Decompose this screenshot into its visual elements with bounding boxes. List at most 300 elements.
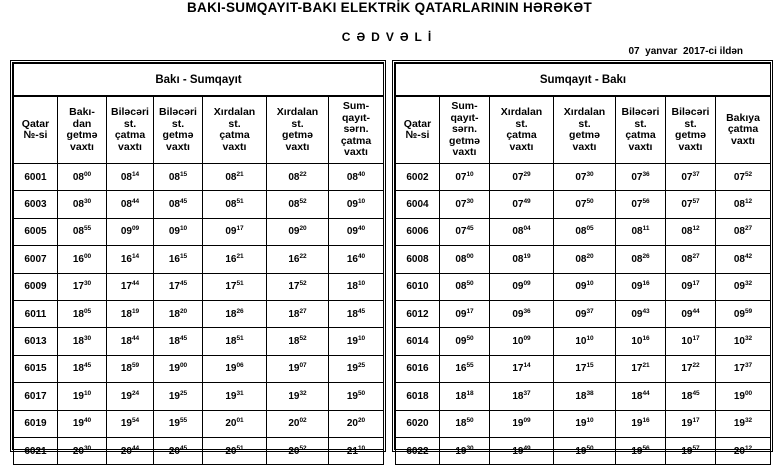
time-cell	[554, 164, 616, 191]
table-row	[396, 383, 771, 410]
time-hour: 20	[225, 418, 237, 430]
time-hour: 18	[288, 336, 300, 348]
table-row	[14, 437, 384, 464]
time-minute: 17	[692, 417, 700, 425]
train-number: 6008	[396, 246, 440, 273]
train-number: 6007	[14, 246, 58, 273]
time-hour: 08	[512, 253, 524, 265]
time-hour: 09	[681, 308, 693, 320]
time-cell	[267, 437, 329, 464]
table-row	[14, 218, 384, 245]
time-cell	[203, 437, 267, 464]
page-subtitle: CƏDVƏLİ	[341, 30, 438, 44]
train-number: 6014	[396, 328, 440, 355]
time-hour: 10	[733, 336, 745, 348]
time-hour: 08	[733, 226, 745, 238]
time-hour: 19	[575, 418, 587, 430]
time-minute: 45	[179, 335, 188, 343]
train-number: 6021	[14, 437, 58, 464]
time-cell	[203, 355, 267, 382]
time-hour: 09	[346, 226, 358, 238]
time-hour: 07	[631, 171, 643, 183]
time-minute: 52	[299, 335, 307, 343]
time-hour: 08	[120, 199, 132, 211]
time-hour: 09	[631, 308, 643, 320]
time-minute: 21	[642, 362, 650, 370]
time-minute: 21	[236, 170, 244, 178]
time-cell	[666, 437, 716, 464]
time-cell	[440, 328, 490, 355]
time-cell	[490, 410, 554, 437]
time-cell	[154, 218, 203, 245]
time-minute: 31	[236, 389, 244, 397]
column-header-line: qayıt-	[341, 111, 370, 124]
column-header-line: çatma	[506, 129, 537, 141]
time-cell	[554, 437, 616, 464]
time-hour: 16	[72, 253, 84, 265]
time-minute: 00	[179, 362, 188, 370]
column-header-line: dan	[72, 117, 92, 130]
time-cell	[267, 191, 329, 218]
time-cell	[716, 410, 771, 437]
time-cell	[490, 191, 554, 218]
column-header-line: Qatar	[403, 117, 432, 130]
time-hour: 08	[346, 171, 358, 183]
time-minute: 00	[83, 252, 92, 260]
time-minute: 30	[466, 444, 474, 452]
time-minute: 51	[236, 280, 244, 288]
time-minute: 27	[744, 225, 753, 233]
time-cell	[616, 246, 666, 273]
time-cell	[666, 383, 716, 410]
time-minute: 14	[523, 362, 531, 370]
time-minute: 00	[744, 389, 753, 397]
time-minute: 32	[744, 417, 753, 425]
time-hour: 08	[512, 226, 524, 238]
time-cell	[666, 273, 716, 300]
time-minute: 26	[236, 307, 244, 315]
time-minute: 50	[466, 417, 474, 425]
time-hour: 19	[120, 390, 132, 402]
time-minute: 52	[299, 280, 307, 288]
time-cell	[716, 191, 771, 218]
time-minute: 36	[523, 307, 531, 315]
train-number: 6002	[396, 164, 440, 191]
time-minute: 40	[357, 170, 366, 178]
time-hour: 08	[168, 171, 180, 183]
table-row	[14, 164, 384, 191]
time-hour: 16	[455, 363, 467, 375]
time-hour: 19	[288, 363, 300, 375]
table-row	[396, 191, 771, 218]
time-hour: 19	[681, 418, 693, 430]
time-cell	[154, 355, 203, 382]
time-minute: 59	[131, 362, 140, 370]
time-hour: 09	[455, 308, 467, 320]
time-cell	[107, 355, 154, 382]
time-minute: 57	[692, 444, 700, 452]
time-cell	[58, 383, 107, 410]
time-minute: 59	[744, 307, 753, 315]
time-minute: 19	[131, 307, 140, 315]
time-minute: 01	[236, 417, 244, 425]
time-minute: 51	[236, 335, 244, 343]
time-minute: 50	[586, 198, 594, 206]
time-cell	[490, 273, 554, 300]
column-header-line: vaxtı	[70, 140, 94, 153]
time-hour: 17	[72, 281, 84, 293]
time-cell	[203, 191, 267, 218]
time-cell	[666, 164, 716, 191]
time-hour: 19	[168, 418, 180, 430]
time-hour: 21	[346, 445, 358, 457]
column-header-line: st.	[228, 117, 241, 130]
time-minute: 30	[83, 444, 92, 452]
train-number: 6003	[14, 191, 58, 218]
time-hour: 10	[575, 336, 587, 348]
time-cell	[554, 218, 616, 245]
time-minute: 52	[744, 170, 753, 178]
table-row	[396, 355, 771, 382]
column-header-line: çatma	[727, 123, 759, 136]
column-header-line: vaxtı	[166, 140, 190, 153]
time-hour: 17	[225, 281, 237, 293]
sumqayit-baki-table	[395, 63, 771, 465]
time-hour: 20	[346, 418, 358, 430]
time-cell	[616, 328, 666, 355]
time-hour: 20	[288, 445, 300, 457]
time-cell	[329, 273, 384, 300]
time-minute: 17	[692, 280, 700, 288]
time-hour: 08	[225, 171, 237, 183]
column-header-line: Biləcəri	[621, 106, 660, 118]
time-minute: 19	[523, 252, 531, 260]
time-hour: 16	[346, 253, 358, 265]
time-hour: 08	[681, 253, 693, 265]
time-hour: 08	[681, 226, 693, 238]
time-cell	[440, 273, 490, 300]
table-row	[14, 300, 384, 327]
time-minute: 10	[586, 417, 594, 425]
time-minute: 30	[83, 280, 92, 288]
table-row	[14, 191, 384, 218]
time-hour: 19	[168, 390, 180, 402]
time-hour: 18	[455, 418, 467, 430]
time-hour: 08	[288, 171, 300, 183]
time-hour: 19	[575, 445, 587, 457]
time-minute: 38	[586, 389, 594, 397]
time-cell	[267, 300, 329, 327]
column-header-line: №-si	[23, 129, 48, 141]
sumqayit-baki-panel	[392, 60, 773, 457]
time-minute: 22	[299, 170, 307, 178]
time-hour: 20	[225, 445, 237, 457]
column-header	[154, 96, 203, 164]
time-cell	[616, 355, 666, 382]
time-minute: 55	[179, 417, 188, 425]
time-hour: 19	[72, 390, 84, 402]
time-minute: 32	[744, 280, 753, 288]
train-number: 6005	[14, 218, 58, 245]
table-row	[396, 300, 771, 327]
time-minute: 37	[692, 170, 700, 178]
time-minute: 52	[299, 444, 307, 452]
time-hour: 18	[288, 308, 300, 320]
time-hour: 18	[455, 390, 467, 402]
train-number: 6012	[396, 300, 440, 327]
table-row	[396, 164, 771, 191]
time-minute: 54	[131, 417, 140, 425]
time-hour: 09	[733, 281, 745, 293]
time-minute: 45	[692, 389, 700, 397]
time-cell	[154, 246, 203, 273]
time-cell	[203, 410, 267, 437]
time-minute: 15	[179, 252, 188, 260]
time-cell	[154, 437, 203, 464]
time-minute: 10	[357, 280, 366, 288]
time-cell	[58, 164, 107, 191]
train-number: 6011	[14, 300, 58, 327]
column-header-line: Sum-	[342, 100, 370, 113]
time-minute: 06	[236, 362, 244, 370]
time-minute: 22	[299, 252, 307, 260]
time-hour: 19	[631, 418, 643, 430]
column-header-line: getmə	[569, 129, 600, 141]
time-minute: 44	[131, 335, 140, 343]
time-cell	[203, 218, 267, 245]
time-cell	[616, 410, 666, 437]
time-minute: 12	[744, 444, 753, 452]
column-header	[107, 96, 154, 164]
time-hour: 19	[512, 445, 524, 457]
time-hour: 09	[733, 308, 745, 320]
time-cell	[267, 246, 329, 273]
table-row	[14, 355, 384, 382]
train-number: 6022	[396, 437, 440, 464]
time-minute: 07	[299, 362, 307, 370]
time-hour: 16	[288, 253, 300, 265]
time-hour: 18	[512, 390, 524, 402]
column-header-line: vaxtı	[344, 146, 368, 159]
column-header-line: vaxtı	[678, 140, 703, 153]
time-minute: 44	[131, 444, 140, 452]
time-cell	[267, 355, 329, 382]
time-hour: 19	[168, 363, 180, 375]
time-hour: 19	[288, 390, 300, 402]
time-cell	[716, 383, 771, 410]
time-hour: 16	[225, 253, 237, 265]
time-minute: 09	[131, 225, 140, 233]
time-hour: 07	[575, 199, 587, 211]
time-minute: 37	[586, 307, 594, 315]
time-cell	[490, 383, 554, 410]
time-minute: 44	[692, 307, 700, 315]
time-hour: 18	[72, 308, 84, 320]
time-cell	[716, 437, 771, 464]
time-hour: 18	[120, 363, 132, 375]
time-minute: 50	[466, 280, 474, 288]
train-number: 6019	[14, 410, 58, 437]
time-cell	[154, 328, 203, 355]
time-minute: 15	[179, 170, 188, 178]
time-hour: 07	[631, 199, 643, 211]
time-hour: 20	[168, 445, 180, 457]
time-hour: 19	[631, 445, 643, 457]
time-hour: 09	[455, 336, 467, 348]
train-number: 6016	[396, 355, 440, 382]
column-header	[396, 96, 440, 164]
time-hour: 17	[681, 363, 693, 375]
column-header-line: Xırdalan	[500, 106, 543, 118]
table-row	[396, 437, 771, 464]
time-hour: 17	[120, 281, 132, 293]
time-hour: 08	[72, 199, 84, 211]
time-minute: 14	[131, 170, 140, 178]
table-row	[14, 383, 384, 410]
time-cell	[267, 218, 329, 245]
column-header-line: Bakı-	[69, 106, 95, 118]
column-header	[666, 96, 716, 164]
time-minute: 37	[523, 389, 531, 397]
column-header-line: Sum-	[451, 100, 478, 113]
time-hour: 09	[225, 226, 237, 238]
column-header-line: vaxtı	[509, 140, 534, 153]
column-header	[203, 96, 267, 164]
time-cell	[716, 164, 771, 191]
time-hour: 08	[72, 171, 84, 183]
time-cell	[440, 218, 490, 245]
column-header-line: vaxtı	[222, 140, 247, 153]
time-minute: 25	[179, 389, 188, 397]
time-cell	[616, 273, 666, 300]
train-number: 6004	[396, 191, 440, 218]
time-hour: 19	[225, 390, 237, 402]
time-hour: 16	[120, 253, 132, 265]
time-cell	[58, 355, 107, 382]
time-minute: 49	[523, 444, 531, 452]
column-header-line: st.	[578, 117, 591, 130]
time-cell	[716, 355, 771, 382]
time-minute: 09	[523, 335, 531, 343]
time-cell	[107, 383, 154, 410]
time-cell	[554, 355, 616, 382]
time-minute: 12	[744, 198, 753, 206]
time-cell	[203, 383, 267, 410]
column-header-line: vaxtı	[118, 140, 142, 153]
column-header	[490, 96, 554, 164]
column-header	[554, 96, 616, 164]
time-minute: 20	[586, 252, 594, 260]
time-minute: 30	[83, 198, 92, 206]
table-row	[396, 218, 771, 245]
time-hour: 19	[455, 445, 467, 457]
column-header-line: Biləcəri	[671, 106, 710, 118]
time-minute: 17	[236, 225, 244, 233]
column-header-line: Bakıya	[726, 111, 760, 124]
time-hour: 07	[681, 171, 693, 183]
time-minute: 44	[131, 280, 140, 288]
time-minute: 45	[179, 280, 188, 288]
time-cell	[616, 300, 666, 327]
time-minute: 30	[466, 198, 474, 206]
time-minute: 17	[466, 307, 474, 315]
time-minute: 36	[642, 170, 650, 178]
time-hour: 09	[512, 281, 524, 293]
time-cell	[329, 218, 384, 245]
time-hour: 09	[168, 226, 180, 238]
time-hour: 17	[733, 363, 745, 375]
time-minute: 52	[299, 198, 307, 206]
time-hour: 19	[346, 390, 358, 402]
time-hour: 18	[346, 308, 358, 320]
time-cell	[490, 437, 554, 464]
time-minute: 26	[642, 252, 650, 260]
time-cell	[203, 300, 267, 327]
time-cell	[490, 246, 554, 273]
time-minute: 10	[586, 280, 594, 288]
train-number: 6020	[396, 410, 440, 437]
time-cell	[58, 218, 107, 245]
time-cell	[554, 410, 616, 437]
time-hour: 18	[168, 336, 180, 348]
time-cell	[554, 246, 616, 273]
time-hour: 18	[631, 390, 643, 402]
time-hour: 10	[512, 336, 524, 348]
time-hour: 18	[168, 308, 180, 320]
time-cell	[107, 191, 154, 218]
time-hour: 18	[225, 336, 237, 348]
time-hour: 19	[346, 363, 358, 375]
column-header-line: st.	[291, 117, 304, 130]
table-row	[14, 246, 384, 273]
time-minute: 10	[357, 444, 366, 452]
time-hour: 08	[288, 199, 300, 211]
time-cell	[154, 410, 203, 437]
time-minute: 10	[357, 198, 366, 206]
time-hour: 18	[120, 336, 132, 348]
time-minute: 44	[642, 389, 650, 397]
time-minute: 57	[692, 198, 700, 206]
time-cell	[666, 328, 716, 355]
column-header-line: sərn.	[451, 123, 478, 136]
time-hour: 20	[72, 445, 84, 457]
time-cell	[107, 328, 154, 355]
time-minute: 00	[466, 252, 474, 260]
time-hour: 20	[733, 445, 745, 457]
time-minute: 42	[744, 252, 753, 260]
time-hour: 20	[288, 418, 300, 430]
time-cell	[267, 383, 329, 410]
time-cell	[440, 164, 490, 191]
time-cell	[616, 164, 666, 191]
time-hour: 18	[681, 390, 693, 402]
time-cell	[154, 164, 203, 191]
time-cell	[267, 164, 329, 191]
column-header-line: çatma	[114, 129, 146, 141]
time-minute: 16	[642, 280, 650, 288]
time-cell	[490, 355, 554, 382]
table-row	[396, 273, 771, 300]
time-minute: 29	[523, 170, 531, 178]
route-title: Sumqayıt - Bakı	[396, 64, 771, 97]
time-minute: 09	[523, 417, 531, 425]
time-cell	[107, 246, 154, 273]
time-hour: 18	[346, 281, 358, 293]
column-header-line: Xırdalan	[563, 106, 606, 118]
time-cell	[440, 437, 490, 464]
time-cell	[154, 191, 203, 218]
time-minute: 25	[357, 362, 366, 370]
